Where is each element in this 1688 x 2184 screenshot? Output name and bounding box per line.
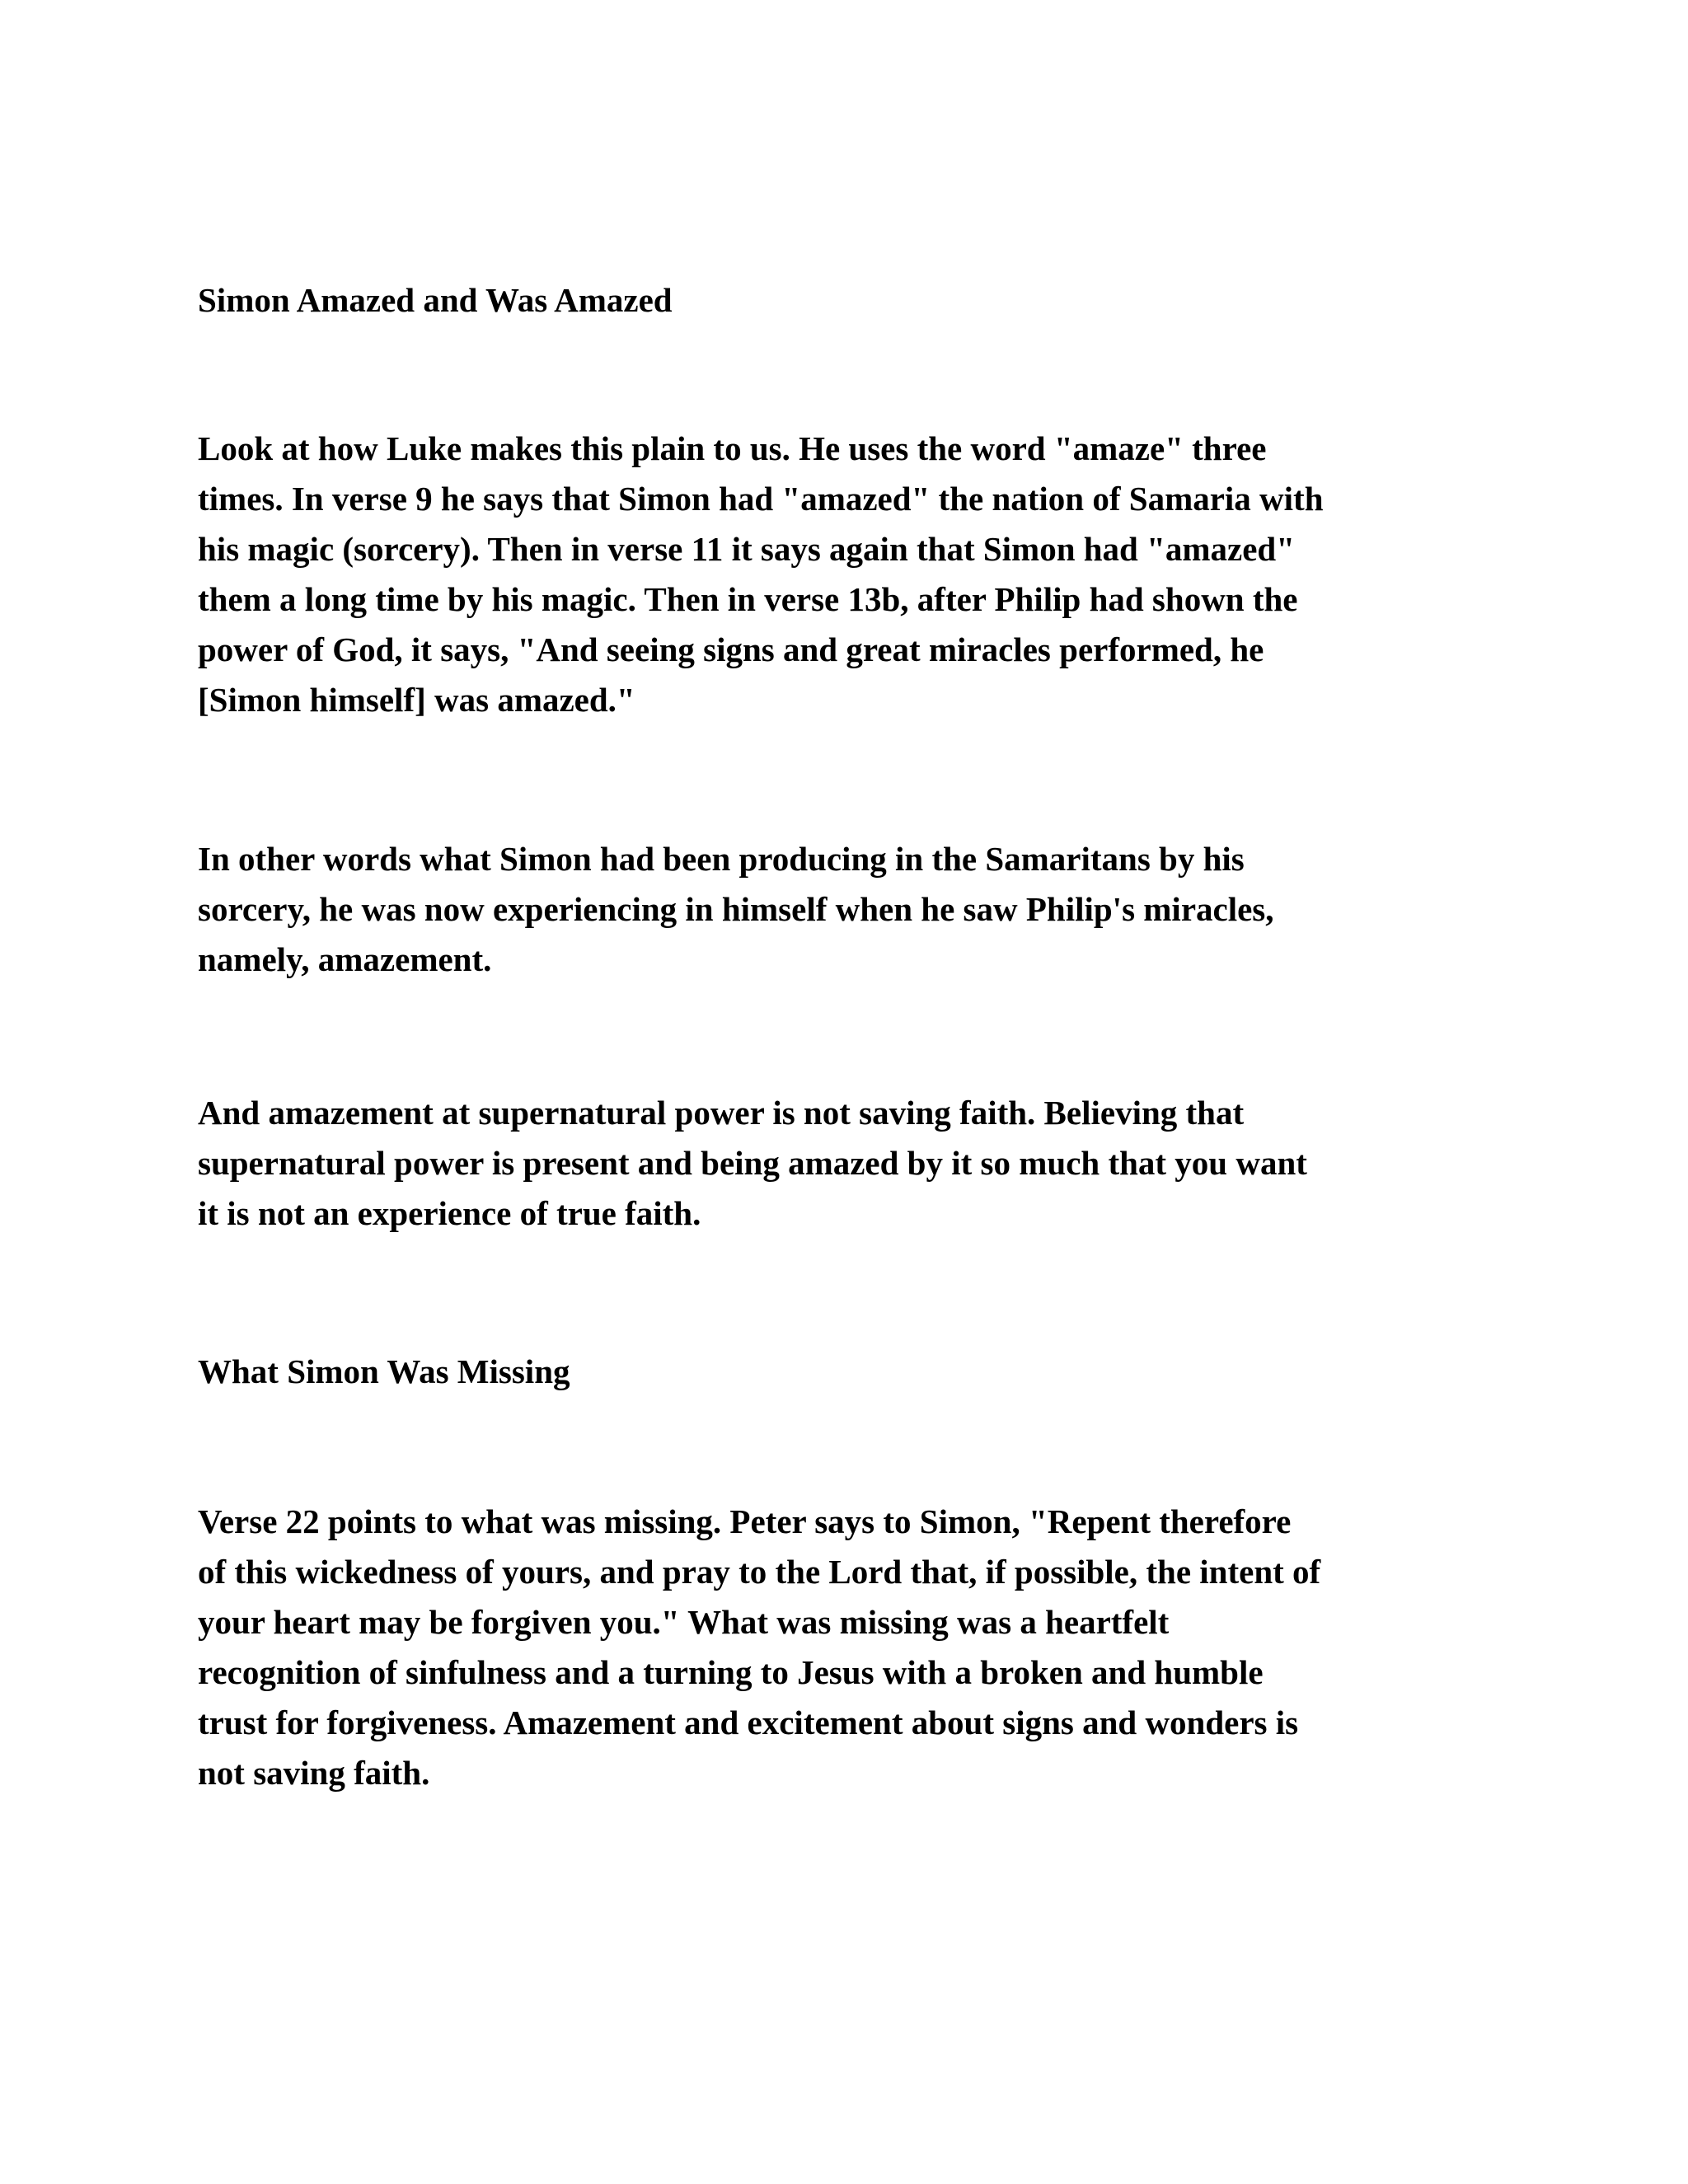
paragraph-luke-amaze [198, 424, 1484, 725]
text-line: of this wickedness of yours, and pray to the Lord that, if possible, the intent of [198, 1553, 1321, 1591]
text-line: recognition of sinfulness and a turning to Jesus with a broken and humble [198, 1653, 1264, 1691]
text-line: trust for forgiveness. Amazement and excitement about signs and wonders is [198, 1704, 1299, 1741]
text-line: [Simon himself] was amazed." [198, 681, 635, 719]
text-line: namely, amazement. [198, 940, 492, 978]
text-line: supernatural power is present and being amazed by it so much that you want [198, 1144, 1307, 1182]
text-line: power of God, it says, "And seeing signs and great miracles performed, he [198, 630, 1264, 668]
text-line: And amazement at supernatural power is not saving faith. Believing that [198, 1094, 1245, 1132]
text-line: them a long time by his magic. Then in verse 13b, after Philip had shown the [198, 580, 1298, 618]
text-line: In other words what Simon had been producing in the Samaritans by his [198, 840, 1245, 878]
heading-text: What Simon Was Missing [198, 1352, 570, 1390]
text-line: your heart may be forgiven you." What was missing was a heartfelt [198, 1603, 1170, 1641]
paragraph-amazement-not-faith [198, 1088, 1484, 1239]
section-heading-simon-amazed [198, 275, 1484, 326]
section-heading-what-missing [198, 1347, 1484, 1397]
text-line: his magic (sorcery). Then in verse 11 it says again that Simon had "amazed" [198, 530, 1295, 568]
heading-text: Simon Amazed and Was Amazed [198, 281, 673, 319]
text-line: times. In verse 9 he says that Simon had "amazed" the nation of Samaria with [198, 480, 1324, 518]
text-line: Verse 22 points to what was missing. Peter says to Simon, "Repent therefore [198, 1502, 1292, 1540]
text-line: not saving faith. [198, 1754, 430, 1792]
text-line: it is not an experience of true faith. [198, 1194, 701, 1232]
paragraph-verse-22 [198, 1497, 1484, 1798]
paragraph-other-words [198, 834, 1484, 985]
text-line: sorcery, he was now experiencing in himself when he saw Philip's miracles, [198, 890, 1274, 928]
text-line: Look at how Luke makes this plain to us. He uses the word "amaze" three [198, 429, 1267, 467]
